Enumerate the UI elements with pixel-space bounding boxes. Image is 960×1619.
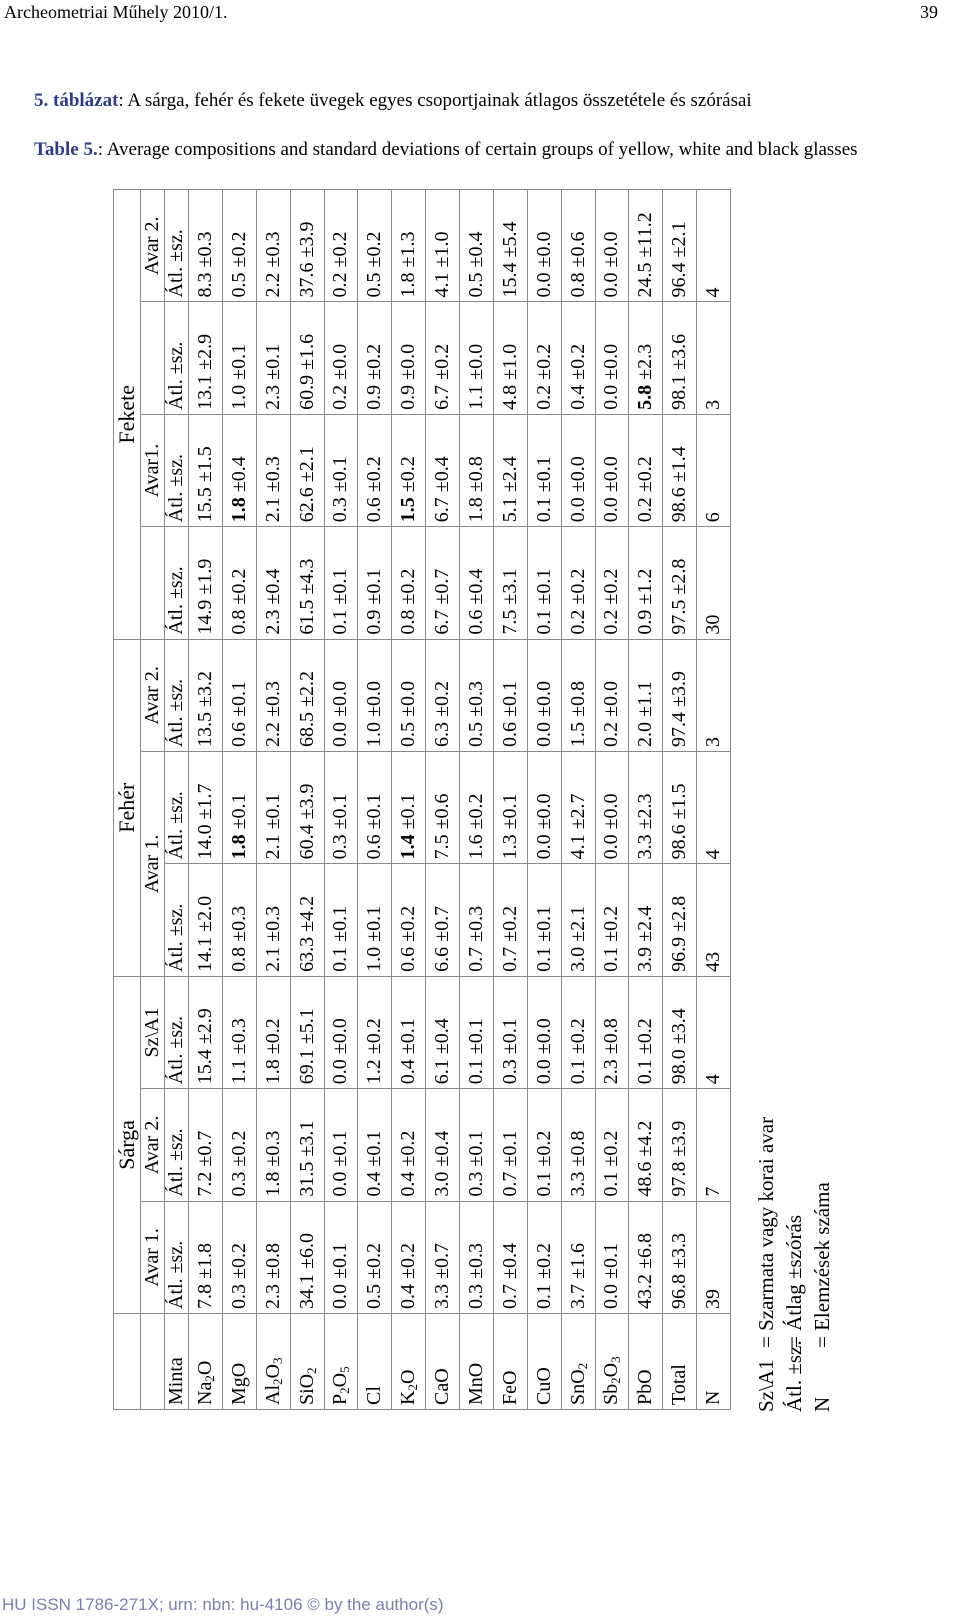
value-cell: 0.8 ±0.2	[392, 527, 426, 639]
group-header: Fehér	[114, 639, 141, 976]
table-row	[595, 190, 629, 1410]
value-cell: 2.3 ±0.8	[595, 976, 629, 1088]
group-header: Fekete	[114, 190, 141, 640]
value-cell: 6.7 ±0.2	[426, 302, 460, 414]
value-cell: 43.2 ±6.8	[629, 1201, 663, 1313]
value-cell: 7.5 ±3.1	[493, 527, 527, 639]
value-cell: 7	[697, 1089, 731, 1201]
oxide-label: $Na_2O$	[189, 1314, 223, 1410]
oxide-label: $Al_2O_3$	[256, 1314, 290, 1410]
caption-en-text: : Average compositions and standard deviations of certain groups of yellow, white and black glasses	[97, 139, 858, 160]
caption-hungarian	[34, 90, 752, 112]
value-cell: 31.5 ±3.1	[290, 1089, 324, 1201]
legend-value: = Szarmata vagy korai avar	[754, 1116, 778, 1348]
stat-label: Átl. ±sz.	[165, 864, 189, 976]
value-cell: 0.9 ±0.1	[358, 527, 392, 639]
value-cell: 1.8 ±0.2	[256, 976, 290, 1088]
value-cell: 2.3 ±0.4	[256, 527, 290, 639]
value-cell: 0.5 ±0.2	[358, 190, 392, 302]
table-row	[527, 190, 561, 1410]
value-cell: 0.1 ±0.2	[595, 864, 629, 976]
table-row	[663, 190, 697, 1410]
value-cell: 0.3 ±0.1	[460, 1089, 494, 1201]
legend	[752, 1116, 960, 1412]
stat-label: Átl. ±sz.	[165, 527, 189, 639]
value-cell: 0.6 ±0.4	[460, 527, 494, 639]
value-cell: 68.5 ±2.2	[290, 639, 324, 751]
legend-value: = Elemzések száma	[810, 1182, 834, 1348]
value-cell: 14.9 ±1.9	[189, 527, 223, 639]
value-cell: 0.6 ±0.2	[358, 414, 392, 526]
value-cell: 3.7 ±1.6	[561, 1201, 595, 1313]
header-row-stats	[165, 190, 189, 1410]
value-cell: 63.3 ±4.2	[290, 864, 324, 976]
value-cell: 1.0 ±0.1	[358, 864, 392, 976]
value-cell: 0.1 ±0.2	[595, 1089, 629, 1201]
value-cell: 3	[697, 639, 731, 751]
header-empty	[114, 1314, 141, 1410]
value-cell: 98.6 ±1.5	[663, 752, 697, 864]
value-cell: 1.1 ±0.3	[222, 976, 256, 1088]
value-cell: 0.6 ±0.1	[493, 639, 527, 751]
value-cell: 6.7 ±0.7	[426, 527, 460, 639]
table-row	[392, 190, 426, 1410]
value-cell: 0.8 ±0.2	[222, 527, 256, 639]
value-cell: 3.3 ±0.8	[561, 1089, 595, 1201]
value-cell: 0.0 ±0.0	[527, 752, 561, 864]
stat-label: Átl. ±sz.	[165, 1089, 189, 1201]
value-cell: 1.2 ±0.2	[358, 976, 392, 1088]
value-cell: 98.1 ±3.6	[663, 302, 697, 414]
value-cell: 5.8 ±2.3	[629, 302, 663, 414]
value-cell: 0.0 ±0.0	[595, 752, 629, 864]
value-cell: 13.5 ±3.2	[189, 639, 223, 751]
header-row-groups	[114, 190, 141, 1410]
value-cell: 0.2 ±0.2	[324, 190, 358, 302]
value-cell: 15.4 ±2.9	[189, 976, 223, 1088]
value-cell: 0.3 ±0.2	[222, 1201, 256, 1313]
value-cell: 15.5 ±1.5	[189, 414, 223, 526]
value-cell: 0.2 ±0.2	[595, 527, 629, 639]
value-cell: 0.5 ±0.2	[358, 1201, 392, 1313]
legend-entry	[752, 1116, 780, 1412]
value-cell: 4	[697, 976, 731, 1088]
value-cell: 0.4 ±0.2	[561, 302, 595, 414]
value-cell: 0.0 ±0.0	[561, 414, 595, 526]
oxide-label: $K_2O$	[392, 1314, 426, 1410]
value-cell: 0.6 ±0.1	[358, 752, 392, 864]
subgroup-header	[141, 527, 165, 639]
value-cell: 3.0 ±0.4	[426, 1089, 460, 1201]
value-cell: 14.1 ±2.0	[189, 864, 223, 976]
value-cell: 48.6 ±4.2	[629, 1089, 663, 1201]
value-cell: 1.4 ±0.1	[392, 752, 426, 864]
value-cell: 2.1 ±0.1	[256, 752, 290, 864]
value-cell: 0.3 ±0.2	[222, 1089, 256, 1201]
value-cell: 0.0 ±0.1	[324, 1201, 358, 1313]
value-cell: 97.8 ±3.9	[663, 1089, 697, 1201]
value-cell: 97.5 ±2.8	[663, 527, 697, 639]
value-cell: 0.4 ±0.1	[358, 1089, 392, 1201]
value-cell: 30	[697, 527, 731, 639]
value-cell: 0.7 ±0.3	[460, 864, 494, 976]
value-cell: 3.0 ±2.1	[561, 864, 595, 976]
value-cell: 0.5 ±0.2	[222, 190, 256, 302]
value-cell: 1.6 ±0.2	[460, 752, 494, 864]
value-cell: 60.4 ±3.9	[290, 752, 324, 864]
value-cell: 2.3 ±0.1	[256, 302, 290, 414]
value-cell: 1.5 ±0.8	[561, 639, 595, 751]
oxide-label: MgO	[222, 1314, 256, 1410]
value-cell: 6.7 ±0.4	[426, 414, 460, 526]
subgroup-header: Avar1.	[141, 414, 165, 526]
value-cell: 37.6 ±3.9	[290, 190, 324, 302]
caption-english	[34, 138, 894, 162]
value-cell: 2.0 ±1.1	[629, 639, 663, 751]
subgroup-header: Avar 2.	[141, 1089, 165, 1201]
oxide-label: MnO	[460, 1314, 494, 1410]
value-cell: 39	[697, 1201, 731, 1313]
oxide-label: PbO	[629, 1314, 663, 1410]
oxide-label: CuO	[527, 1314, 561, 1410]
value-cell: 0.0 ±0.0	[527, 976, 561, 1088]
value-cell: 3.3 ±2.3	[629, 752, 663, 864]
oxide-label: N	[697, 1314, 731, 1410]
value-cell: 1.8 ±1.3	[392, 190, 426, 302]
header-empty	[141, 1314, 165, 1410]
value-cell: 0.4 ±0.2	[392, 1201, 426, 1313]
legend-key: Sz\A1	[754, 1359, 778, 1412]
value-cell: 0.1 ±0.1	[324, 527, 358, 639]
value-cell: 1.1 ±0.0	[460, 302, 494, 414]
value-cell: 3.9 ±2.4	[629, 864, 663, 976]
value-cell: 0.6 ±0.2	[392, 864, 426, 976]
value-cell: 0.4 ±0.1	[392, 976, 426, 1088]
value-cell: 0.0 ±0.1	[595, 1201, 629, 1313]
value-cell: 7.5 ±0.6	[426, 752, 460, 864]
table-row	[324, 190, 358, 1410]
value-cell: 2.1 ±0.3	[256, 414, 290, 526]
value-cell: 2.1 ±0.3	[256, 864, 290, 976]
value-cell: 0.1 ±0.2	[527, 1089, 561, 1201]
value-cell: 0.3 ±0.1	[324, 752, 358, 864]
legend-value: = Átlag ±szórás	[782, 1214, 806, 1348]
journal-title: Archeometriai Műhely 2010/1.	[4, 2, 228, 22]
legend-entry	[780, 1214, 808, 1412]
table-row	[189, 190, 223, 1410]
composition-table	[113, 189, 731, 1410]
value-cell: 4.1 ±2.7	[561, 752, 595, 864]
value-cell: 0.0 ±0.0	[595, 414, 629, 526]
value-cell: 0.5 ±0.4	[460, 190, 494, 302]
value-cell: 98.0 ±3.4	[663, 976, 697, 1088]
value-cell: 0.8 ±0.3	[222, 864, 256, 976]
header-row-subgroups	[141, 190, 165, 1410]
value-cell: 6.6 ±0.7	[426, 864, 460, 976]
table-row	[697, 190, 731, 1410]
value-cell: 0.0 ±0.0	[324, 976, 358, 1088]
oxide-label: Total	[663, 1314, 697, 1410]
value-cell: 0.1 ±0.2	[629, 976, 663, 1088]
value-cell: 1.5 ±0.2	[392, 414, 426, 526]
value-cell: 0.2 ±0.2	[527, 302, 561, 414]
legend-key: Átl. ±sz.	[782, 1340, 806, 1412]
subgroup-header: Avar 1.	[141, 1201, 165, 1313]
value-cell: 98.6 ±1.4	[663, 414, 697, 526]
value-cell: 3	[697, 302, 731, 414]
value-cell: 62.6 ±2.1	[290, 414, 324, 526]
value-cell: 1.3 ±0.1	[493, 752, 527, 864]
value-cell: 0.2 ±0.0	[595, 639, 629, 751]
value-cell: 1.8 ±0.1	[222, 752, 256, 864]
caption-hu-text: : A sárga, fehér és fekete üvegek egyes csoportjainak átlagos összetétele és szórásai	[118, 90, 752, 111]
value-cell: 5.1 ±2.4	[493, 414, 527, 526]
value-cell: 96.9 ±2.8	[663, 864, 697, 976]
oxide-label: CaO	[426, 1314, 460, 1410]
stat-label: Átl. ±sz.	[165, 302, 189, 414]
value-cell: 0.4 ±0.2	[392, 1089, 426, 1201]
value-cell: 0.9 ±0.2	[358, 302, 392, 414]
group-header: Sárga	[114, 976, 141, 1313]
value-cell: 1.0 ±0.1	[222, 302, 256, 414]
value-cell: 0.7 ±0.2	[493, 864, 527, 976]
value-cell: 0.1 ±0.1	[527, 864, 561, 976]
value-cell: 1.8 ±0.3	[256, 1089, 290, 1201]
caption-en-label: Table 5.	[34, 139, 98, 160]
value-cell: 0.0 ±0.0	[324, 639, 358, 751]
value-cell: 0.8 ±0.6	[561, 190, 595, 302]
value-cell: 0.1 ±0.2	[527, 1201, 561, 1313]
stat-label: Átl. ±sz.	[165, 752, 189, 864]
value-cell: 0.7 ±0.4	[493, 1201, 527, 1313]
page-number: 39	[920, 2, 938, 22]
value-cell: 0.2 ±0.0	[324, 302, 358, 414]
stat-label: Átl. ±sz.	[165, 976, 189, 1088]
value-cell: 0.9 ±1.2	[629, 527, 663, 639]
subgroup-header: Avar 2.	[141, 190, 165, 302]
subgroup-header: Avar 1.	[141, 752, 165, 977]
stat-label: Átl. ±sz.	[165, 190, 189, 302]
value-cell: 60.9 ±1.6	[290, 302, 324, 414]
table-row	[629, 190, 663, 1410]
value-cell: 69.1 ±5.1	[290, 976, 324, 1088]
table-row	[358, 190, 392, 1410]
caption-hu-label: 5. táblázat	[34, 90, 119, 111]
value-cell: 1.8 ±0.4	[222, 414, 256, 526]
value-cell: 15.4 ±5.4	[493, 190, 527, 302]
value-cell: 0.0 ±0.0	[595, 190, 629, 302]
value-cell: 0.2 ±0.2	[561, 527, 595, 639]
minta-label: Minta	[165, 1314, 189, 1410]
value-cell: 4	[697, 752, 731, 864]
oxide-label: SiO$_2$	[290, 1314, 324, 1410]
value-cell: 61.5 ±4.3	[290, 527, 324, 639]
value-cell: 1.0 ±0.0	[358, 639, 392, 751]
composition-table-rotated	[113, 190, 731, 1410]
value-cell: 13.1 ±2.9	[189, 302, 223, 414]
value-cell: 0.5 ±0.3	[460, 639, 494, 751]
footer-issn: HU ISSN 1786-271X; urn: nbn: hu-4106 © by the author(s)	[2, 1595, 444, 1614]
value-cell: 2.2 ±0.3	[256, 190, 290, 302]
table-row	[222, 190, 256, 1410]
value-cell: 97.4 ±3.9	[663, 639, 697, 751]
value-cell: 14.0 ±1.7	[189, 752, 223, 864]
value-cell: 1.8 ±0.8	[460, 414, 494, 526]
oxide-label: $Sb_2O_3$	[595, 1314, 629, 1410]
value-cell: 43	[697, 864, 731, 976]
oxide-label: SnO$_2$	[561, 1314, 595, 1410]
value-cell: 0.9 ±0.0	[392, 302, 426, 414]
value-cell: 2.2 ±0.3	[256, 639, 290, 751]
table-row	[460, 190, 494, 1410]
subgroup-header: Sz\A1	[141, 976, 165, 1088]
value-cell: 0.0 ±0.1	[324, 1089, 358, 1201]
page-header	[0, 0, 960, 24]
value-cell: 4.8 ±1.0	[493, 302, 527, 414]
stat-label: Átl. ±sz.	[165, 639, 189, 751]
legend-key: N	[810, 1396, 834, 1412]
value-cell: 2.3 ±0.8	[256, 1201, 290, 1313]
value-cell: 0.1 ±0.1	[460, 976, 494, 1088]
value-cell: 4.1 ±1.0	[426, 190, 460, 302]
value-cell: 96.8 ±3.3	[663, 1201, 697, 1313]
value-cell: 34.1 ±6.0	[290, 1201, 324, 1313]
table-row	[561, 190, 595, 1410]
value-cell: 4	[697, 190, 731, 302]
value-cell: 0.3 ±0.3	[460, 1201, 494, 1313]
value-cell: 6.1 ±0.4	[426, 976, 460, 1088]
value-cell: 6	[697, 414, 731, 526]
value-cell: 96.4 ±2.1	[663, 190, 697, 302]
subgroup-header	[141, 302, 165, 414]
legend-entry	[808, 1182, 836, 1412]
value-cell: 0.1 ±0.1	[527, 527, 561, 639]
value-cell: 3.3 ±0.7	[426, 1201, 460, 1313]
value-cell: 8.3 ±0.3	[189, 190, 223, 302]
stat-label: Átl. ±sz.	[165, 414, 189, 526]
subgroup-header: Avar 2.	[141, 639, 165, 751]
value-cell: 7.8 ±1.8	[189, 1201, 223, 1313]
value-cell: 0.6 ±0.1	[222, 639, 256, 751]
oxide-label: FeO	[493, 1314, 527, 1410]
table-row	[493, 190, 527, 1410]
value-cell: 7.2 ±0.7	[189, 1089, 223, 1201]
value-cell: 6.3 ±0.2	[426, 639, 460, 751]
value-cell: 0.1 ±0.1	[527, 414, 561, 526]
stat-label: Átl. ±sz.	[165, 1201, 189, 1313]
value-cell: 0.0 ±0.0	[595, 302, 629, 414]
value-cell: 0.5 ±0.0	[392, 639, 426, 751]
value-cell: 0.2 ±0.2	[629, 414, 663, 526]
table-row	[256, 190, 290, 1410]
value-cell: 0.1 ±0.1	[324, 864, 358, 976]
value-cell: 0.7 ±0.1	[493, 1089, 527, 1201]
value-cell: 0.0 ±0.0	[527, 190, 561, 302]
value-cell: 0.1 ±0.2	[561, 976, 595, 1088]
table-row	[426, 190, 460, 1410]
table-row	[290, 190, 324, 1410]
oxide-label: $P_2O_5$	[324, 1314, 358, 1410]
value-cell: 0.3 ±0.1	[324, 414, 358, 526]
oxide-label: Cl	[358, 1314, 392, 1410]
value-cell: 24.5 ±11.2	[629, 190, 663, 302]
value-cell: 0.0 ±0.0	[527, 639, 561, 751]
value-cell: 0.3 ±0.1	[493, 976, 527, 1088]
